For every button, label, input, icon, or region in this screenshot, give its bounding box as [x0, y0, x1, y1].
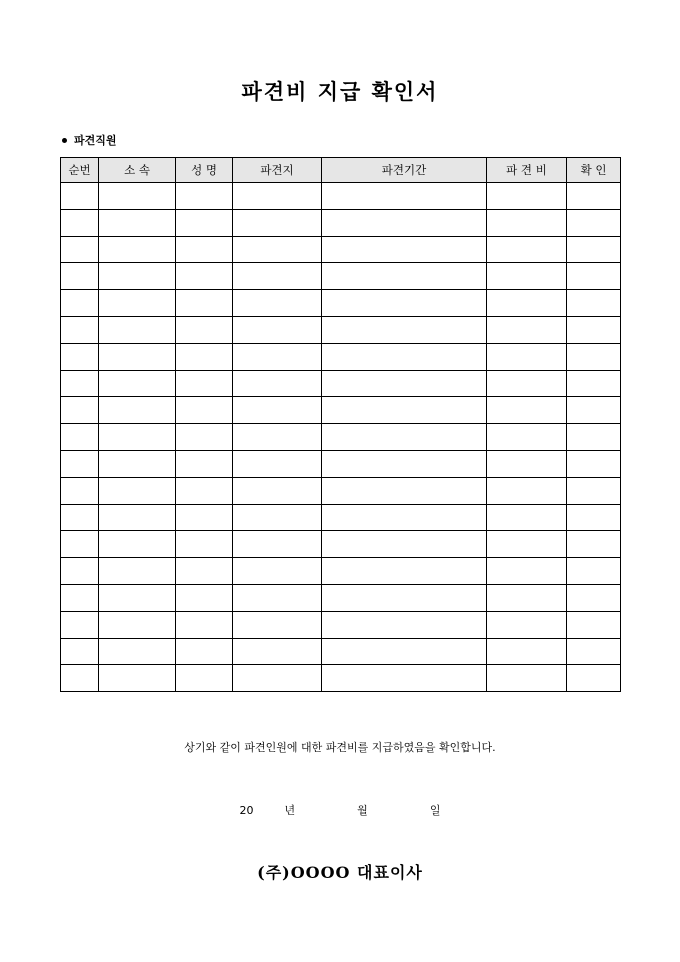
table-cell[interactable]	[322, 236, 487, 263]
date-year-prefix: 20	[239, 804, 254, 817]
table-cell[interactable]	[233, 504, 322, 531]
header-fee: 파 견 비	[487, 158, 567, 183]
table-cell[interactable]	[322, 370, 487, 397]
table-cell[interactable]	[567, 183, 621, 210]
signer-line: (주)OOOO 대표이사	[257, 863, 423, 882]
table-cell[interactable]	[99, 504, 176, 531]
table-row	[61, 424, 621, 451]
section-label: 파견직원	[74, 134, 117, 147]
table-cell[interactable]	[61, 236, 99, 263]
table-row	[61, 290, 621, 317]
date-day-unit: 일	[429, 804, 441, 817]
table-cell[interactable]	[487, 424, 567, 451]
table-cell[interactable]	[176, 343, 233, 370]
table-cell[interactable]	[176, 531, 233, 558]
header-seq: 순번	[61, 158, 99, 183]
table-cell[interactable]	[176, 558, 233, 585]
table-cell[interactable]	[322, 209, 487, 236]
table-cell[interactable]	[176, 424, 233, 451]
table-cell[interactable]	[176, 370, 233, 397]
table-cell[interactable]	[567, 450, 621, 477]
table-cell[interactable]	[487, 531, 567, 558]
table-row	[61, 531, 621, 558]
table-cell[interactable]	[322, 397, 487, 424]
table-cell[interactable]	[61, 665, 99, 692]
table-cell[interactable]	[233, 209, 322, 236]
table-cell[interactable]	[99, 183, 176, 210]
table-cell[interactable]	[567, 558, 621, 585]
table-cell[interactable]	[322, 638, 487, 665]
document-title: 파견비 지급 확인서	[241, 79, 439, 104]
table-cell[interactable]	[487, 611, 567, 638]
header-location: 파견지	[233, 158, 322, 183]
table-cell[interactable]	[61, 531, 99, 558]
bullet-icon	[62, 138, 67, 143]
table-cell[interactable]	[487, 290, 567, 317]
table-cell[interactable]	[567, 424, 621, 451]
table-cell[interactable]	[487, 450, 567, 477]
table-cell[interactable]	[61, 504, 99, 531]
table-cell[interactable]	[233, 397, 322, 424]
table-row	[61, 316, 621, 343]
table-cell[interactable]	[322, 183, 487, 210]
table-cell[interactable]	[176, 584, 233, 611]
table-cell[interactable]	[567, 584, 621, 611]
table-cell[interactable]	[322, 424, 487, 451]
table-cell[interactable]	[99, 370, 176, 397]
table-cell[interactable]	[233, 450, 322, 477]
date-year-unit: 년	[284, 804, 296, 817]
table-cell[interactable]	[99, 209, 176, 236]
table-cell[interactable]	[61, 370, 99, 397]
table-cell[interactable]	[99, 531, 176, 558]
table-cell[interactable]	[61, 424, 99, 451]
table-cell[interactable]	[99, 290, 176, 317]
table-row	[61, 504, 621, 531]
table-cell[interactable]	[176, 638, 233, 665]
table-cell[interactable]	[487, 477, 567, 504]
table-cell[interactable]	[233, 531, 322, 558]
table-cell[interactable]	[233, 424, 322, 451]
table-cell[interactable]	[322, 316, 487, 343]
table-cell[interactable]	[99, 665, 176, 692]
table-cell[interactable]	[567, 236, 621, 263]
table-cell[interactable]	[61, 638, 99, 665]
table-cell[interactable]	[61, 611, 99, 638]
table-row	[61, 450, 621, 477]
table-row	[61, 263, 621, 290]
table-cell[interactable]	[233, 665, 322, 692]
table-cell[interactable]	[487, 183, 567, 210]
table-cell[interactable]	[99, 638, 176, 665]
table-cell[interactable]	[322, 477, 487, 504]
table-cell[interactable]	[61, 450, 99, 477]
table-row	[61, 397, 621, 424]
table-cell[interactable]	[99, 236, 176, 263]
table-cell[interactable]	[61, 316, 99, 343]
header-department: 소 속	[99, 158, 176, 183]
table-row	[61, 209, 621, 236]
date-line	[0, 802, 680, 818]
table-cell[interactable]	[176, 263, 233, 290]
table-cell[interactable]	[487, 504, 567, 531]
table-cell[interactable]	[487, 236, 567, 263]
table-cell[interactable]	[567, 665, 621, 692]
date-month-unit: 월	[357, 804, 368, 817]
table-cell[interactable]	[61, 343, 99, 370]
table-cell[interactable]	[99, 477, 176, 504]
table-cell[interactable]	[487, 209, 567, 236]
table-cell[interactable]	[567, 343, 621, 370]
table-cell[interactable]	[322, 504, 487, 531]
table-cell[interactable]	[322, 263, 487, 290]
table-cell[interactable]	[99, 343, 176, 370]
table-cell[interactable]	[567, 290, 621, 317]
table-cell[interactable]	[99, 558, 176, 585]
table-cell[interactable]	[567, 504, 621, 531]
table-row	[61, 477, 621, 504]
table-cell[interactable]	[487, 316, 567, 343]
table-cell[interactable]	[176, 209, 233, 236]
table-row	[61, 665, 621, 692]
table-row	[61, 183, 621, 210]
table-cell[interactable]	[567, 397, 621, 424]
table-cell[interactable]	[61, 584, 99, 611]
table-cell[interactable]	[176, 290, 233, 317]
table-cell[interactable]	[487, 665, 567, 692]
table-cell[interactable]	[322, 611, 487, 638]
table-cell[interactable]	[176, 397, 233, 424]
table-cell[interactable]	[322, 343, 487, 370]
table-cell[interactable]	[487, 584, 567, 611]
table-cell[interactable]	[99, 424, 176, 451]
table-cell[interactable]	[233, 638, 322, 665]
table-cell[interactable]	[233, 477, 322, 504]
table-cell[interactable]	[233, 558, 322, 585]
table-cell[interactable]	[322, 290, 487, 317]
table-cell[interactable]	[61, 558, 99, 585]
table-row	[61, 558, 621, 585]
table-cell[interactable]	[61, 209, 99, 236]
table-cell[interactable]	[487, 638, 567, 665]
table-cell[interactable]	[487, 370, 567, 397]
table-cell[interactable]	[233, 316, 322, 343]
table-cell[interactable]	[567, 611, 621, 638]
table-cell[interactable]	[487, 558, 567, 585]
table-cell[interactable]	[567, 531, 621, 558]
table-cell[interactable]	[61, 183, 99, 210]
table-cell[interactable]	[233, 290, 322, 317]
table-cell[interactable]	[61, 263, 99, 290]
table-cell[interactable]	[487, 343, 567, 370]
table-cell[interactable]	[487, 263, 567, 290]
table-cell[interactable]	[99, 611, 176, 638]
table-row	[61, 236, 621, 263]
header-name: 성 명	[176, 158, 233, 183]
table-cell[interactable]	[61, 397, 99, 424]
table-cell[interactable]	[233, 611, 322, 638]
section-heading	[62, 132, 117, 148]
table-cell[interactable]	[176, 236, 233, 263]
table-cell[interactable]	[176, 316, 233, 343]
table-cell[interactable]	[233, 370, 322, 397]
table-row	[61, 584, 621, 611]
header-confirm: 확 인	[567, 158, 621, 183]
table-row	[61, 611, 621, 638]
table-cell[interactable]	[99, 316, 176, 343]
table-row	[61, 638, 621, 665]
table-cell[interactable]	[99, 263, 176, 290]
table-cell[interactable]	[322, 531, 487, 558]
table-cell[interactable]	[233, 343, 322, 370]
table-cell[interactable]	[233, 183, 322, 210]
table-row	[61, 370, 621, 397]
table-cell[interactable]	[176, 450, 233, 477]
table-cell[interactable]	[322, 584, 487, 611]
table-cell[interactable]	[99, 397, 176, 424]
table-cell[interactable]	[567, 477, 621, 504]
table-cell[interactable]	[176, 183, 233, 210]
table-cell[interactable]	[176, 665, 233, 692]
table-cell[interactable]	[61, 290, 99, 317]
table-cell[interactable]	[567, 370, 621, 397]
table-cell[interactable]	[567, 263, 621, 290]
table-cell[interactable]	[61, 477, 99, 504]
confirmation-statement: 상기와 같이 파견인원에 대한 파견비를 지급하였음을 확인합니다.	[184, 741, 496, 754]
table-cell[interactable]	[567, 316, 621, 343]
table-row	[61, 343, 621, 370]
table-cell[interactable]	[176, 611, 233, 638]
table-cell[interactable]	[233, 236, 322, 263]
table-cell[interactable]	[176, 504, 233, 531]
table-cell[interactable]	[567, 638, 621, 665]
table-cell[interactable]	[322, 558, 487, 585]
table-header-row	[61, 158, 621, 183]
table-cell[interactable]	[322, 450, 487, 477]
table-cell[interactable]	[567, 209, 621, 236]
table-cell[interactable]	[176, 477, 233, 504]
table-cell[interactable]	[487, 397, 567, 424]
table-cell[interactable]	[233, 263, 322, 290]
table-cell[interactable]	[99, 450, 176, 477]
table-cell[interactable]	[322, 665, 487, 692]
table-cell[interactable]	[233, 584, 322, 611]
header-period: 파견기간	[322, 158, 487, 183]
table-cell[interactable]	[99, 584, 176, 611]
dispatch-staff-table	[60, 157, 621, 692]
